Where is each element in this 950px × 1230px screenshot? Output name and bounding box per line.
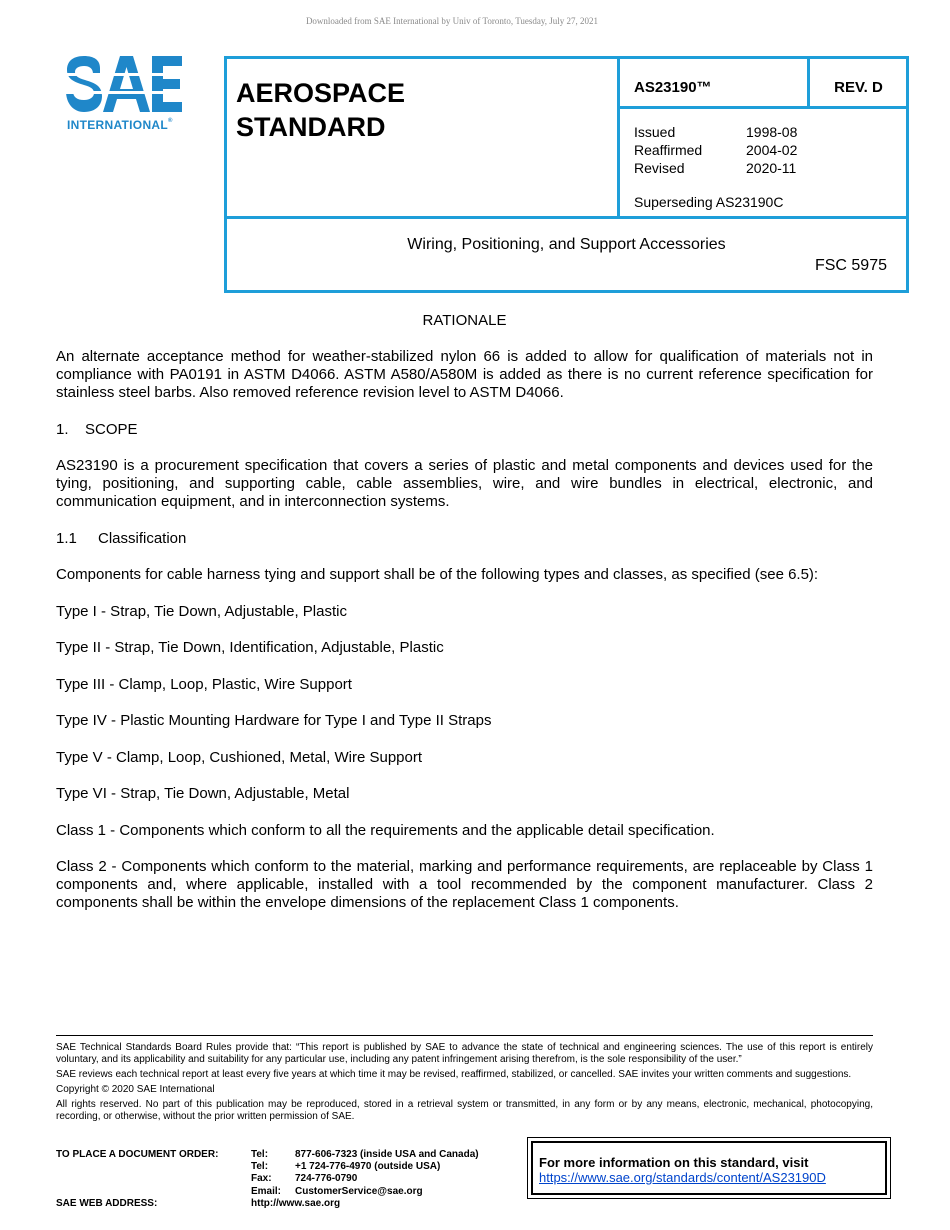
sae-logo [64, 54, 190, 134]
class-item: Class 1 - Components which conform to all the requirements and the applicable detail specification. [56, 821, 715, 839]
header-divider [617, 56, 620, 219]
rights-text: All rights reserved. No part of this publication may be reproduced, stored in a retrieval system or transmitted, in any form or by any means, electronic, mechanical, photocopying, recording, or otherwise, without the prior written permission of SAE. [56, 1099, 873, 1122]
scope-paragraph: AS23190 is a procurement specification that covers a series of plastic and metal components and devices used for the tying, positioning, and supporting cable, cable assemblies, wire, and wire bundles in electrical, electronic, and communication equipment, and in interconnection systems. [56, 457, 873, 510]
type-item: Type IV - Plastic Mounting Hardware for Type I and Type II Straps [56, 712, 492, 729]
document-type-title: AEROSPACE STANDARD [236, 78, 406, 142]
revision-label: REV. D [834, 79, 883, 96]
superseding-note: Superseding AS23190C [634, 194, 784, 210]
copyright-text: Copyright © 2020 SAE International [56, 1084, 215, 1095]
scope-heading: 1. SCOPE [56, 420, 138, 438]
board-rules-text: SAE Technical Standards Board Rules provide that: “This report is published by SAE to advance the state of technical and engineering sciences. The use of this report is entirely voluntary, and its applicability and suitability for any particular use, including any patent infringement arising therefrom, is the sole responsibility of the user.” [56, 1042, 873, 1065]
header-divider [224, 216, 909, 219]
sae-logo-subtitle: INTERNATIONAL® [67, 118, 173, 132]
sae-logo-letters [64, 54, 184, 114]
tel-label: Tel: [251, 1149, 269, 1160]
web-label: SAE WEB ADDRESS: [56, 1198, 158, 1209]
more-info-box [527, 1137, 891, 1199]
tel-number[interactable]: 877-606-7323 (inside USA and Canada) [295, 1149, 479, 1160]
fsc-code: FSC 5975 [814, 257, 887, 274]
classification-intro: Components for cable harness tying and support shall be of the following types and classes, as specified (see 6.5): [56, 566, 819, 583]
classification-heading: 1.1 Classification [56, 529, 187, 547]
document-subject: Wiring, Positioning, and Support Accessories [407, 236, 726, 253]
document-body [56, 312, 873, 931]
footer-legal [56, 1042, 873, 1126]
document-number: AS23190™ [634, 79, 712, 96]
fax-label: Fax: [251, 1173, 272, 1184]
footer-divider [56, 1035, 873, 1036]
review-text: SAE reviews each technical report at least every five years at which time it may be revised, reaffirmed, stabilized, or cancelled. SAE invites your written comments and suggestions. [56, 1069, 852, 1080]
download-note: Downloaded from SAE International by Univ of Toronto, Tuesday, July 27, 2021 [305, 16, 599, 26]
fax-number: 724-776-0790 [295, 1173, 358, 1184]
type-item: Type III - Clamp, Loop, Plastic, Wire Support [56, 675, 352, 693]
web-link[interactable]: http://www.sae.org [251, 1198, 341, 1209]
document-dates: Issued 1998-08 Reaffirmed 2004-02 Revised 2020-11 [634, 124, 798, 176]
rationale-heading: RATIONALE [422, 312, 507, 329]
type-item: Type I - Strap, Tie Down, Adjustable, Plastic [56, 602, 347, 620]
class-item: Class 2 - Components which conform to the material, marking and performance requirements, are replaceable by Class 1 components and, where applicable, installed with a tool recommended by the component manufacturer. Class 2 components shall be within the envelope dimensions of the replacement Class 1 components. [56, 858, 873, 911]
type-item: Type II - Strap, Tie Down, Identification, Adjustable, Plastic [56, 639, 444, 656]
type-item: Type V - Clamp, Loop, Cushioned, Metal, Wire Support [56, 748, 423, 766]
standard-link[interactable]: https://www.sae.org/standards/content/AS23190D [539, 1170, 826, 1185]
email-link[interactable]: CustomerService@sae.org [295, 1186, 423, 1197]
more-info-title: For more information on this standard, visit [539, 1155, 809, 1170]
tel-label: Tel: [251, 1161, 269, 1172]
tel-number[interactable]: +1 724-776-4970 (outside USA) [295, 1161, 441, 1172]
order-label: TO PLACE A DOCUMENT ORDER: [56, 1149, 219, 1160]
header-divider [617, 106, 909, 109]
rationale-paragraph: An alternate acceptance method for weather-stabilized nylon 66 is added to allow for qualification of materials not in compliance with PA0191 in ASTM D4066. ASTM A580/A580M is added as there is no current reference specification for stainless steel barbs. Also removed reference revision level to ASTM D4066. [56, 348, 873, 401]
type-item: Type VI - Strap, Tie Down, Adjustable, Metal [56, 785, 350, 802]
email-label: Email: [251, 1186, 282, 1197]
